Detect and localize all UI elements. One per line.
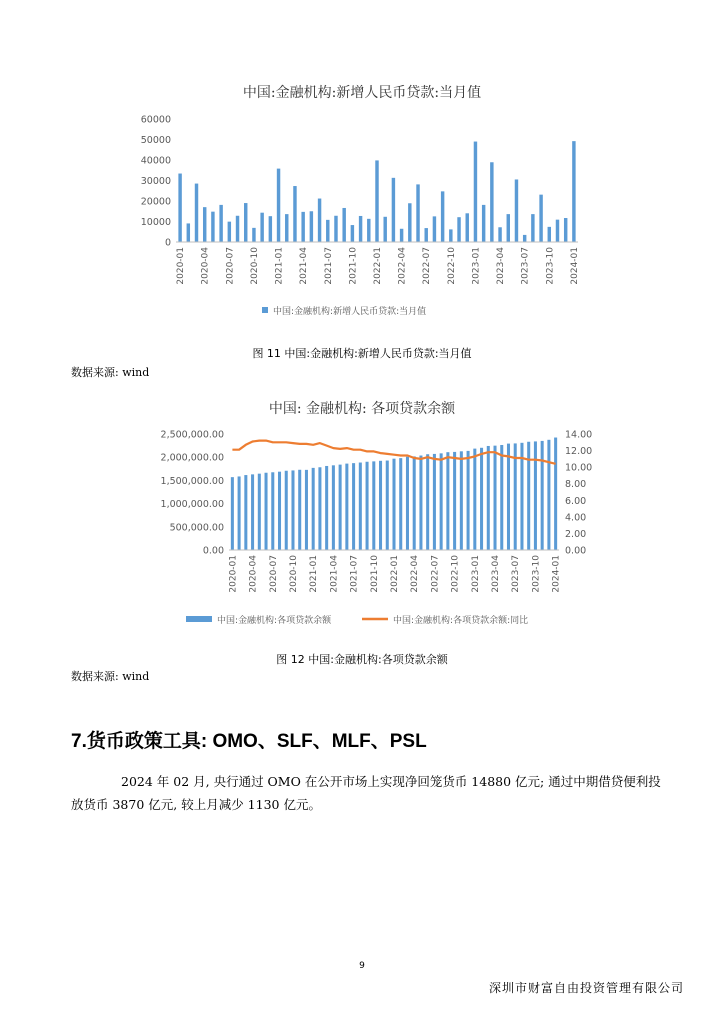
chart2-bar [500,445,503,550]
chart2-y-left-tick: 1,500,000.00 [160,475,224,487]
chart2-x-tick: 2022-01 [390,555,400,593]
chart2-x-tick: 2023-07 [511,555,522,593]
chart2-x-tick: 2021-07 [349,555,360,593]
chart2-y-left-tick: 2,500,000.00 [160,429,224,441]
chart2-x-tick: 2022-07 [430,555,441,593]
chart1-x-tick: 2022-04 [397,247,408,285]
chart2-bar [527,442,530,550]
chart2-y-left-tick: 0.00 [202,545,224,557]
chart2-bar [554,438,557,550]
chart2-y-right-tick: 14.00 [565,429,593,441]
chart2-x-tick: 2021-04 [329,555,340,593]
chart2-bar [359,463,362,550]
chart2-bar [278,472,281,550]
chart1-title: 中国:金融机构:新增人民币贷款:当月值 [242,85,482,101]
chart1-x-tick: 2022-01 [373,247,383,285]
chart2-bar [467,451,470,550]
chart2-y-right-tick: 0.00 [565,545,587,557]
chart2-bar [440,453,443,550]
chart2-bar [473,449,476,550]
chart1-x-tick: 2022-10 [446,247,457,285]
chart2-x-tick: 2022-04 [410,555,421,593]
chart2-x-tick: 2020-01 [228,555,239,593]
chart1-legend-label: 中国:金融机构:新增人民币贷款:当月值 [273,307,427,317]
chart2-bar [507,444,510,550]
chart2-bar [345,464,348,550]
footer-company: 深圳市财富自由投资管理有限公司 [488,981,684,995]
chart2-bar [433,454,436,550]
chart2-bar [271,472,274,550]
chart2-y-right-tick: 2.00 [565,528,587,540]
chart1-y-tick: 10000 [140,217,171,228]
chart2-x-tick: 2023-04 [491,555,502,593]
chart1-y-tick: 60000 [140,114,171,126]
chart2-x-tick: 2023-01 [470,555,481,593]
figure11-caption: 图 11 中国:金融机构:新增人民币贷款:当月值 [252,347,472,360]
chart1-x-tick: 2021-01 [274,247,285,285]
chart1-y-tick: 40000 [140,155,171,167]
chart2-x-tick: 2021-01 [309,555,320,593]
chart2-bar [453,452,456,550]
chart2-bar [318,467,321,550]
chart2-bar [379,461,382,550]
chart1-x-tick: 2020-10 [249,247,260,285]
chart1-y-tick: 30000 [140,176,171,187]
chart2-bar [446,452,449,550]
chart2-legend-bar-label: 中国:金融机构:各项贷款余额 [217,616,332,626]
chart2-bar [541,441,544,550]
figure12-caption: 图 12 中国:金融机构:各项贷款余额 [276,653,448,666]
chart2-bar [332,465,335,550]
chart2-x-tick: 2020-04 [248,555,259,593]
chart2-bar [312,468,315,550]
chart2-y-left-tick: 1,000,000.00 [160,499,224,511]
chart2-bar [285,471,288,550]
chart1-x-tick: 2021-07 [323,247,334,285]
chart1-x-tick: 2022-07 [422,247,433,285]
chart2-bar [325,466,328,550]
chart2-y-right-tick: 6.00 [565,495,587,507]
chart1-x-tick: 2023-10 [545,247,556,285]
chart2-bar [291,470,294,550]
chart2-bar [494,446,497,550]
chart1-y-tick: 0 [164,237,171,249]
chart2-bar [244,475,247,550]
chart2-bar [366,462,369,550]
chart2-bar [258,474,261,550]
chart2-bar [339,465,342,550]
chart2-x-tick: 2020-10 [288,555,299,593]
chart2-bar [487,446,490,550]
chart2-bar [251,474,254,550]
chart2-bar [265,473,268,550]
chart2-x-tick: 2022-10 [450,555,461,593]
chart2-x-tick: 2020-07 [268,555,279,593]
chart2-bar [460,451,463,550]
chart1-y-tick: 50000 [140,135,171,146]
chart2-bar [480,448,483,550]
chart1-x-tick: 2020-07 [225,247,236,285]
chart2-y-right-tick: 4.00 [565,512,587,524]
chart2-legend-bar-swatch [186,616,212,622]
chart2-bar [305,470,308,550]
chart2-y-left-tick: 500,000.00 [169,522,224,534]
chart1-x-tick: 2023-01 [471,247,482,285]
source-note-1: 数据来源: wind [71,366,150,379]
chart2-bar [419,456,422,550]
chart1-x-tick: 2021-04 [299,247,310,285]
chart2-bar [514,443,517,550]
chart1-x-tick: 2020-04 [200,247,211,285]
chart2-x-tick: 2021-10 [369,555,380,593]
chart2-bar [426,454,429,550]
chart2-bar [352,463,355,550]
source-note-2: 数据来源: wind [71,670,150,683]
chart2-y-left-tick: 2,000,000.00 [160,452,224,464]
chart2-y-right-tick: 8.00 [565,479,587,491]
chart1-x-tick: 2021-10 [348,247,359,285]
chart1-x-tick: 2024-01 [569,247,580,285]
chart1-x-tick: 2023-04 [496,247,507,285]
chart2-bar [392,459,395,550]
chart1-y-tick: 20000 [140,196,171,208]
chart2-bar [238,476,241,550]
page-number: 9 [359,961,365,971]
chart2-x-tick: 2023-10 [531,555,542,593]
chart2-bar [386,461,389,550]
chart1-x-tick: 2020-01 [176,247,187,285]
chart2-bar [298,470,301,550]
chart2-bar [399,458,402,550]
chart2-y-right-tick: 12.00 [565,446,593,458]
chart2-title: 中国: 金融机构: 各项贷款余额 [268,401,456,417]
chart2-bar [231,477,234,550]
body-paragraph: 2024 年 02 月, 央行通过 OMO 在公开市场上实现净回笼货币 14880 亿元; 通过中期借贷便利投放货币 3870 亿元, 较上月减少 1130 亿元。 [71,774,661,812]
chart2-legend-line-label: 中国:金融机构:各项贷款余额:同比 [393,616,529,626]
chart2-bar [406,457,409,550]
chart2-x-tick: 2024-01 [551,555,562,593]
chart2-bar [547,440,550,550]
chart1-x-tick: 2023-07 [520,247,531,285]
chart2-bar [372,461,375,550]
chart2-bar [413,456,416,550]
chart2-bar [534,441,537,550]
chart2-y-right-tick: 10.00 [565,462,593,474]
section-heading: 7.货币政策工具: OMO、SLF、MLF、PSL [71,731,427,752]
